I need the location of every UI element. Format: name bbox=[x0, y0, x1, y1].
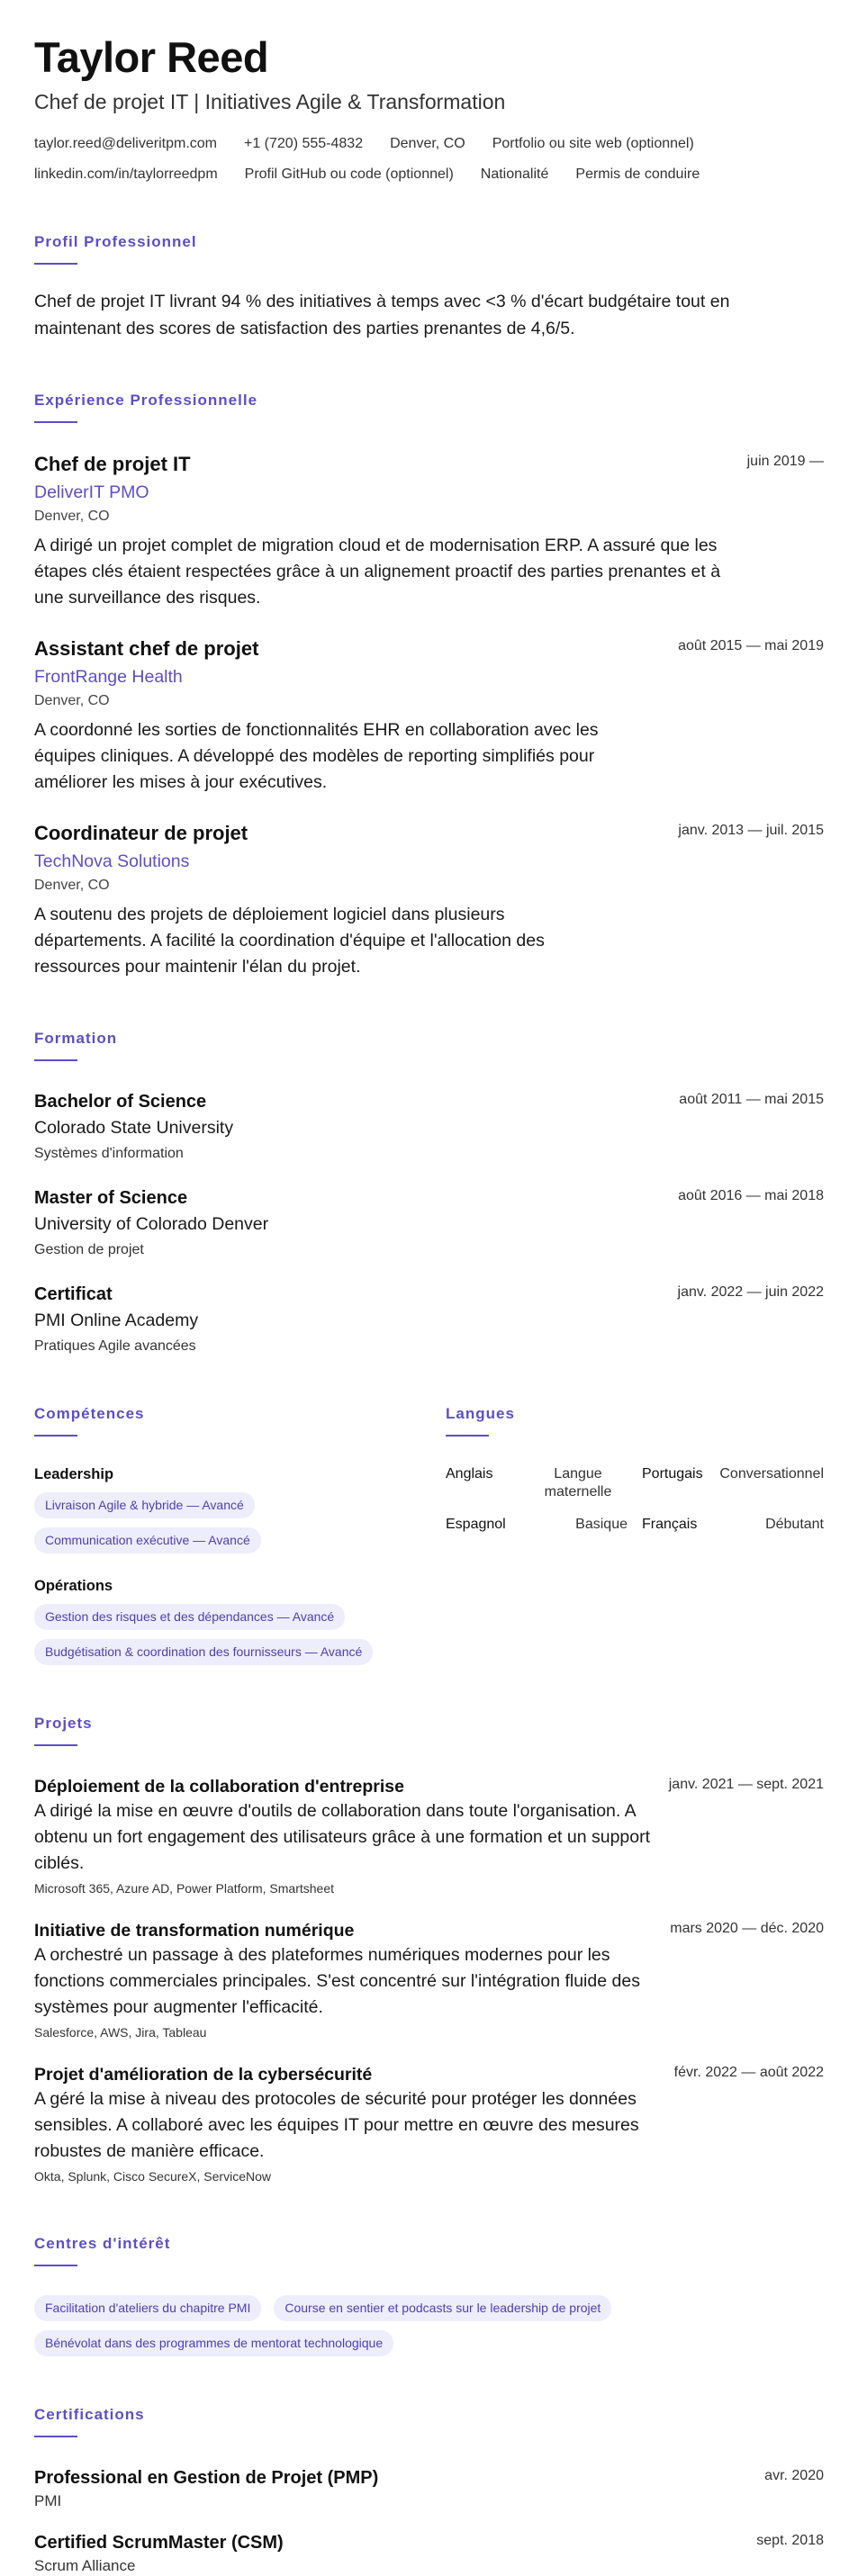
language-name: Portugais bbox=[642, 1466, 703, 1482]
experience-entry bbox=[34, 636, 824, 796]
language-level: Basique bbox=[575, 1517, 628, 1532]
degree-title: Master of Science bbox=[34, 1188, 188, 1208]
experience-entry bbox=[34, 452, 824, 611]
candidate-title: Chef de projet IT | Initiatives Agile & Transformation bbox=[34, 90, 506, 113]
skill-group-title: Leadership bbox=[34, 1466, 114, 1482]
section-title: Centres d'intérêt bbox=[34, 2235, 171, 2252]
section-divider bbox=[34, 1744, 77, 1746]
skill-group-title: Opérations bbox=[34, 1578, 113, 1594]
language-name: Français bbox=[642, 1517, 698, 1532]
certification-date: sept. 2018 bbox=[756, 2533, 824, 2548]
project-entry bbox=[34, 2063, 824, 2185]
language-list bbox=[446, 1465, 824, 1534]
section-divider bbox=[34, 421, 77, 423]
certification-entry bbox=[34, 2531, 824, 2576]
language-level: Débutant bbox=[765, 1517, 824, 1532]
project-dates: févr. 2022 — août 2022 bbox=[673, 2065, 824, 2080]
section-divider bbox=[34, 263, 77, 265]
section-title: Langues bbox=[446, 1405, 515, 1422]
project-dates: janv. 2021 — sept. 2021 bbox=[668, 1777, 824, 1792]
section-title: Certifications bbox=[34, 2406, 145, 2423]
experience-entry bbox=[34, 821, 824, 980]
project-tech: Microsoft 365, Azure AD, Power Platform, Smartsheet bbox=[34, 1881, 335, 1896]
project-dates: mars 2020 — déc. 2020 bbox=[670, 1921, 824, 1936]
language-name: Anglais bbox=[446, 1466, 493, 1482]
project-entry bbox=[34, 1919, 824, 2041]
projects-section bbox=[34, 1714, 824, 2185]
project-description: A dirigé la mise en œuvre d'outils de collaboration dans toute l'organisation. A obtenu un fort engagement des utilisateurs grâce à une formation et un support ciblés. bbox=[34, 1801, 651, 1873]
education-section bbox=[34, 1029, 824, 1356]
certification-issuer: Scrum Alliance bbox=[34, 2557, 136, 2574]
contact-phone[interactable]: +1 (720) 555-4832 bbox=[243, 136, 364, 151]
job-title: Chef de projet IT bbox=[34, 453, 191, 475]
job-description: A soutenu des projets de déploiement logiciel dans plusieurs départements. A facilité la coordination d'équipe et l'allocation des ressources pour maintenir l'élan du projet. bbox=[34, 905, 545, 977]
education-dates: août 2016 — mai 2018 bbox=[678, 1188, 824, 1203]
contact-location: Denver, CO bbox=[390, 136, 465, 151]
skill-chip: Livraison Agile & hybride — Avancé bbox=[34, 1492, 255, 1518]
project-name: Déploiement de la collaboration d'entreprise bbox=[34, 1777, 404, 1797]
project-name: Projet d'amélioration de la cybersécurité bbox=[34, 2065, 373, 2085]
language-name: Espagnol bbox=[446, 1517, 506, 1532]
study-field: Systèmes d'information bbox=[34, 1146, 184, 1161]
section-divider bbox=[34, 1435, 77, 1437]
contact-email[interactable]: taylor.reed@deliveritpm.com bbox=[34, 136, 217, 151]
project-tech: Salesforce, AWS, Jira, Tableau bbox=[34, 2025, 207, 2040]
language-level: Langue maternelle bbox=[544, 1466, 612, 1500]
language-item bbox=[642, 1465, 824, 1501]
project-entry bbox=[34, 1775, 824, 1897]
skill-chip: Budgétisation & coordination des fournisseurs — Avancé bbox=[34, 1639, 373, 1665]
contact-github[interactable]: Profil GitHub ou code (optionnel) bbox=[244, 167, 454, 182]
interest-chip-list bbox=[34, 2286, 754, 2356]
skill-chip-list bbox=[34, 1483, 412, 1554]
job-dates: août 2015 — mai 2019 bbox=[678, 638, 824, 653]
candidate-name: Taylor Reed bbox=[34, 33, 269, 81]
skill-group bbox=[34, 1577, 412, 1665]
language-item bbox=[446, 1465, 628, 1501]
certification-name: Professional en Gestion de Projet (PMP) bbox=[34, 2468, 379, 2488]
company-name: FrontRange Health bbox=[34, 667, 183, 687]
job-description: A dirigé un projet complet de migration cloud et de modernisation ERP. A assuré que les étapes clés étaient respectées grâce à un alignement proactif des parties prenantes et à une surveillance des risques. bbox=[34, 536, 721, 608]
education-entry bbox=[34, 1283, 824, 1356]
experience-section bbox=[34, 391, 824, 980]
job-location: Denver, CO bbox=[34, 878, 110, 893]
education-entry bbox=[34, 1186, 824, 1259]
study-field: Pratiques Agile avancées bbox=[34, 1338, 196, 1354]
languages-section bbox=[446, 1404, 824, 1665]
education-entry bbox=[34, 1090, 824, 1163]
language-item bbox=[446, 1516, 628, 1534]
interests-section bbox=[34, 2234, 824, 2356]
interest-chip: Course en sentier et podcasts sur le leadership de projet bbox=[274, 2295, 611, 2321]
section-divider bbox=[34, 2265, 77, 2266]
degree-title: Certificat bbox=[34, 1284, 113, 1304]
education-dates: août 2011 — mai 2015 bbox=[679, 1092, 824, 1107]
section-title: Profil Professionnel bbox=[34, 233, 197, 250]
education-dates: janv. 2022 — juin 2022 bbox=[677, 1284, 824, 1300]
certification-entry bbox=[34, 2466, 824, 2511]
degree-title: Bachelor of Science bbox=[34, 1092, 207, 1112]
school-name: Colorado State University bbox=[34, 1118, 234, 1138]
section-title: Compétences bbox=[34, 1405, 145, 1422]
certifications-section bbox=[34, 2405, 824, 2576]
language-item bbox=[642, 1516, 824, 1534]
job-title: Assistant chef de projet bbox=[34, 637, 259, 660]
skill-chip-list bbox=[34, 1595, 412, 1665]
contact-nationality: Nationalité bbox=[480, 167, 549, 182]
profile-section bbox=[34, 232, 824, 342]
project-name: Initiative de transformation numérique bbox=[34, 1921, 355, 1941]
study-field: Gestion de projet bbox=[34, 1242, 144, 1257]
skills-section bbox=[34, 1404, 412, 1665]
section-divider bbox=[446, 1435, 489, 1437]
language-level: Conversationnel bbox=[719, 1466, 824, 1482]
section-divider bbox=[34, 2436, 77, 2437]
section-title: Formation bbox=[34, 1030, 118, 1047]
contact-portfolio[interactable]: Portfolio ou site web (optionnel) bbox=[492, 136, 694, 151]
section-title: Expérience Professionnelle bbox=[34, 392, 258, 409]
school-name: PMI Online Academy bbox=[34, 1311, 199, 1330]
section-title: Projets bbox=[34, 1715, 93, 1732]
job-location: Denver, CO bbox=[34, 693, 110, 708]
contact-linkedin[interactable]: linkedin.com/in/taylorreedpm bbox=[34, 167, 218, 182]
job-dates: juin 2019 — bbox=[746, 454, 824, 469]
contact-license: Permis de conduire bbox=[575, 167, 700, 182]
job-description: A coordonné les sorties de fonctionnalités EHR en collaboration avec les équipes cliniques. A développé des modèles de reporting simplifiés pour améliorer les mises à jour exécutives. bbox=[34, 720, 599, 792]
job-title: Coordinateur de projet bbox=[34, 822, 248, 844]
interest-chip: Facilitation d'ateliers du chapitre PMI bbox=[34, 2295, 261, 2321]
project-description: A géré la mise à niveau des protocoles de sécurité pour protéger les données sensibles. A collaboré avec les équipes IT pour mettre en œuvre des mesures robustes de manière efficace. bbox=[34, 2089, 639, 2161]
skill-group bbox=[34, 1465, 412, 1554]
job-dates: janv. 2013 — juil. 2015 bbox=[678, 823, 824, 838]
project-tech: Okta, Splunk, Cisco SecureX, ServiceNow bbox=[34, 2169, 271, 2184]
skill-chip: Gestion des risques et des dépendances — Avancé bbox=[34, 1604, 345, 1630]
project-description: A orchestré un passage à des plateformes numériques modernes pour les fonctions commerciales principales. S'est concentré sur l'intégration fluide des systèmes pour augmenter l'efficacité. bbox=[34, 1945, 640, 2017]
profile-summary: Chef de projet IT livrant 94 % des initiatives à temps avec <3 % d'écart budgétaire tout en maintenant des scores de satisfaction des parties prenantes de 4,6/5. bbox=[34, 292, 730, 338]
contact-row bbox=[34, 166, 824, 184]
section-divider bbox=[34, 1059, 77, 1061]
contact-row bbox=[34, 135, 824, 153]
skill-chip: Communication exécutive — Avancé bbox=[34, 1527, 261, 1554]
school-name: University of Colorado Denver bbox=[34, 1214, 269, 1234]
interest-chip: Bénévolat dans des programmes de mentorat technologique bbox=[34, 2330, 393, 2356]
skills-languages-row bbox=[34, 1404, 824, 1665]
company-name: TechNova Solutions bbox=[34, 851, 190, 871]
certification-issuer: PMI bbox=[34, 2492, 62, 2509]
company-name: DeliverIT PMO bbox=[34, 482, 149, 502]
resume-header bbox=[34, 34, 824, 184]
job-location: Denver, CO bbox=[34, 509, 110, 524]
certification-date: avr. 2020 bbox=[764, 2468, 824, 2483]
certification-name: Certified ScrumMaster (CSM) bbox=[34, 2533, 284, 2553]
